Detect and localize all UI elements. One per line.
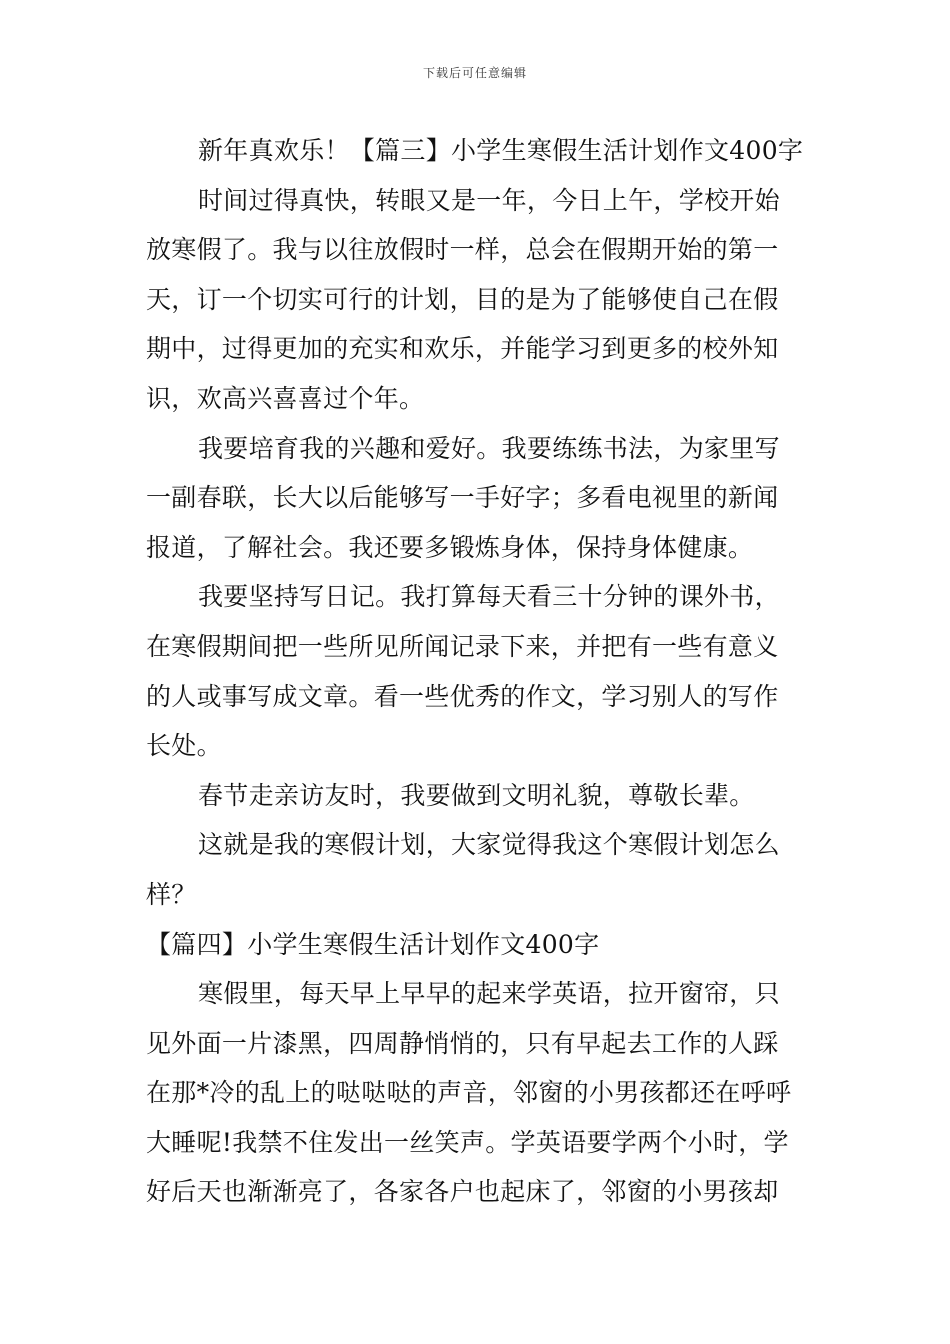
text-line: 放寒假了。我与以往放假时一样，总会在假期开始的第一: [146, 235, 779, 265]
text-line: 我要坚持写日记。我打算每天看三十分钟的课外书，: [198, 582, 780, 612]
text-line: 在寒假期间把一些所见所闻记录下来，并把有一些有意义: [146, 631, 779, 661]
text-line: 我要培育我的兴趣和爱好。我要练练书法，为家里写: [198, 433, 780, 463]
text-line: 长处。: [146, 731, 222, 761]
text-line: 时间过得真快，转眼又是一年，今日上午，学校开始: [198, 185, 780, 215]
text-line: 见外面一片漆黑，四周静悄悄的，只有早起去工作的人踩: [146, 1028, 779, 1058]
text-line: 天，订一个切实可行的计划，目的是为了能够使自己在假: [146, 284, 779, 314]
text-line: 期中，过得更加的充实和欢乐，并能学习到更多的校外知: [146, 334, 779, 364]
text-line: 寒假里，每天早上早早的起来学英语，拉开窗帘，只: [198, 979, 780, 1009]
text-line: 好后天也渐渐亮了，各家各户也起床了，邻窗的小男孩却: [146, 1177, 779, 1207]
text-line: 报道，了解社会。我还要多锻炼身体，保持身体健康。: [146, 532, 754, 562]
text-line: 春节走亲访友时，我要做到文明礼貌，尊敬长辈。: [198, 780, 755, 810]
text-line: 识，欢高兴喜喜过个年。: [146, 383, 425, 413]
text-line: 的人或事写成文章。看一些优秀的作文，学习别人的写作: [146, 681, 779, 711]
text-line: 大睡呢!我禁不住发出一丝笑声。学英语要学两个小时，学: [146, 1127, 789, 1157]
text-line: 一副春联，长大以后能够写一手好字；多看电视里的新闻: [146, 483, 779, 513]
text-line: 这就是我的寒假计划，大家觉得我这个寒假计划怎么: [198, 830, 780, 860]
section-heading: 【篇四】小学生寒假生活计划作文400字: [146, 929, 600, 959]
text-line: 样？: [146, 879, 197, 909]
text-line: 在那*冷的乱上的哒哒哒的声音，邻窗的小男孩都还在呼呼: [146, 1078, 792, 1108]
document-body: [146, 126, 806, 1217]
page-header: 下载后可任意编辑: [422, 66, 527, 80]
text-line: 新年真欢乐！【篇三】小学生寒假生活计划作文400字: [198, 136, 804, 165]
